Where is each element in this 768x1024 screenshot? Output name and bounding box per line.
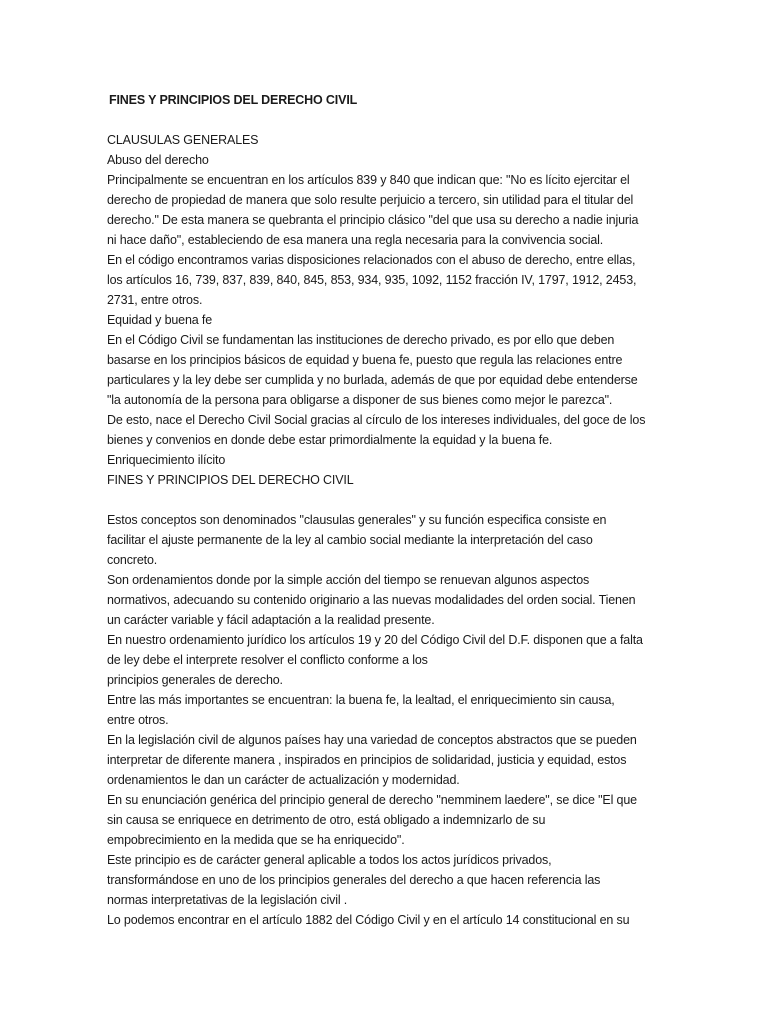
paragraph-5 <box>107 510 667 570</box>
paragraph-4 <box>107 410 667 450</box>
subheading-enriquecimiento: Enriquecimiento ilícito <box>107 453 226 467</box>
paragraph-line: Lo podemos encontrar en el artículo 1882 del Código Civil y en el artículo 14 constitucional en su <box>107 913 630 927</box>
paragraph-line: derecho de propiedad de manera que solo resulte perjuicio a tercero, sin utilidad para el titular del <box>107 193 634 207</box>
paragraph-line: interpretar de diferente manera , inspirados en principios de solidaridad, justicia y equidad, estos <box>107 753 627 767</box>
paragraph-6 <box>107 570 667 630</box>
spacer <box>107 490 667 510</box>
paragraph-line: Son ordenamientos donde por la simple acción del tiempo se renuevan algunos aspectos <box>107 573 590 587</box>
paragraph-line: principios generales de derecho. <box>107 673 283 687</box>
subheading-abuso: Abuso del derecho <box>107 153 209 167</box>
paragraph-8 <box>107 690 667 730</box>
paragraph-line: los artículos 16, 739, 837, 839, 840, 845, 853, 934, 935, 1092, 1152 fracción IV, 1797, 1912, 2453, <box>107 273 637 287</box>
paragraph-line: En la legislación civil de algunos países hay una variedad de conceptos abstractos que se pueden <box>107 733 637 747</box>
paragraph-7 <box>107 630 667 690</box>
paragraph-line: empobrecimiento en la medida que se ha enriquecido". <box>107 833 405 847</box>
paragraph-line: de ley debe el interprete resolver el conflicto conforme a los <box>107 653 428 667</box>
document-title-repeat: FINES Y PRINCIPIOS DEL DERECHO CIVIL <box>107 473 354 487</box>
paragraph-line: bienes y convenios en donde debe estar primordialmente la equidad y la buena fe. <box>107 433 553 447</box>
document-title: FINES Y PRINCIPIOS DEL DERECHO CIVIL <box>109 93 358 107</box>
paragraph-10 <box>107 790 667 850</box>
paragraph-line: En el Código Civil se fundamentan las instituciones de derecho privado, es por ello que deben <box>107 333 615 347</box>
paragraph-line: concreto. <box>107 553 158 567</box>
paragraph-line: derecho." De esta manera se quebranta el principio clásico "del que usa su derecho a nadie injuria <box>107 213 639 227</box>
paragraph-line: transformándose en uno de los principios generales del derecho a que hacen referencia las <box>107 873 601 887</box>
document-page <box>107 90 667 930</box>
paragraph-line: ni hace daño", estableciendo de esa manera una regla necesaria para la convivencia social. <box>107 233 604 247</box>
paragraph-3 <box>107 330 667 410</box>
subheading-equidad: Equidad y buena fe <box>107 313 213 327</box>
paragraph-line: Estos conceptos son denominados "clausulas generales" y su función especifica consiste en <box>107 513 607 527</box>
paragraph-line: Este principio es de carácter general aplicable a todos los actos jurídicos privados, <box>107 853 552 867</box>
paragraph-line: "la autonomía de la persona para obligarse a disponer de sus bienes como mejor le parezca". <box>107 393 613 407</box>
paragraph-line: 2731, entre otros. <box>107 293 203 307</box>
paragraph-2 <box>107 250 667 310</box>
paragraph-9 <box>107 730 667 790</box>
paragraph-line: normas interpretativas de la legislación civil . <box>107 893 348 907</box>
paragraph-line: En nuestro ordenamiento jurídico los artículos 19 y 20 del Código Civil del D.F. disponen que a falta <box>107 633 643 647</box>
paragraph-line: Entre las más importantes se encuentran: la buena fe, la lealtad, el enriquecimiento sin causa, <box>107 693 615 707</box>
paragraph-12 <box>107 910 667 930</box>
paragraph-line: En su enunciación genérica del principio general de derecho "nemminem laedere", se dice "El que <box>107 793 637 807</box>
paragraph-line: particulares y la ley debe ser cumplida y no burlada, además de que por equidad debe entenderse <box>107 373 638 387</box>
paragraph-line: facilitar el ajuste permanente de la ley al cambio social mediante la interpretación del caso <box>107 533 593 547</box>
paragraph-line: ordenamientos le dan un carácter de actualización y modernidad. <box>107 773 460 787</box>
paragraph-line: En el código encontramos varias disposiciones relacionados con el abuso de derecho, entre ellas, <box>107 253 636 267</box>
paragraph-line: De esto, nace el Derecho Civil Social gracias al círculo de los intereses individuales, del goce de los <box>107 413 646 427</box>
paragraph-line: sin causa se enriquece en detrimento de otro, está obligado a indemnizarlo de su <box>107 813 546 827</box>
section-heading-clausulas: CLAUSULAS GENERALES <box>107 133 259 147</box>
spacer <box>107 110 667 130</box>
paragraph-11 <box>107 850 667 910</box>
paragraph-line: entre otros. <box>107 713 169 727</box>
paragraph-line: basarse en los principios básicos de equidad y buena fe, puesto que regula las relaciones entre <box>107 353 623 367</box>
paragraph-line: un carácter variable y fácil adaptación a la realidad presente. <box>107 613 435 627</box>
paragraph-line: normativos, adecuando su contenido originario a las nuevas modalidades del orden social. Tienen <box>107 593 636 607</box>
paragraph-1 <box>107 170 667 250</box>
paragraph-line: Principalmente se encuentran en los artículos 839 y 840 que indican que: "No es lícito ejercitar el <box>107 173 630 187</box>
